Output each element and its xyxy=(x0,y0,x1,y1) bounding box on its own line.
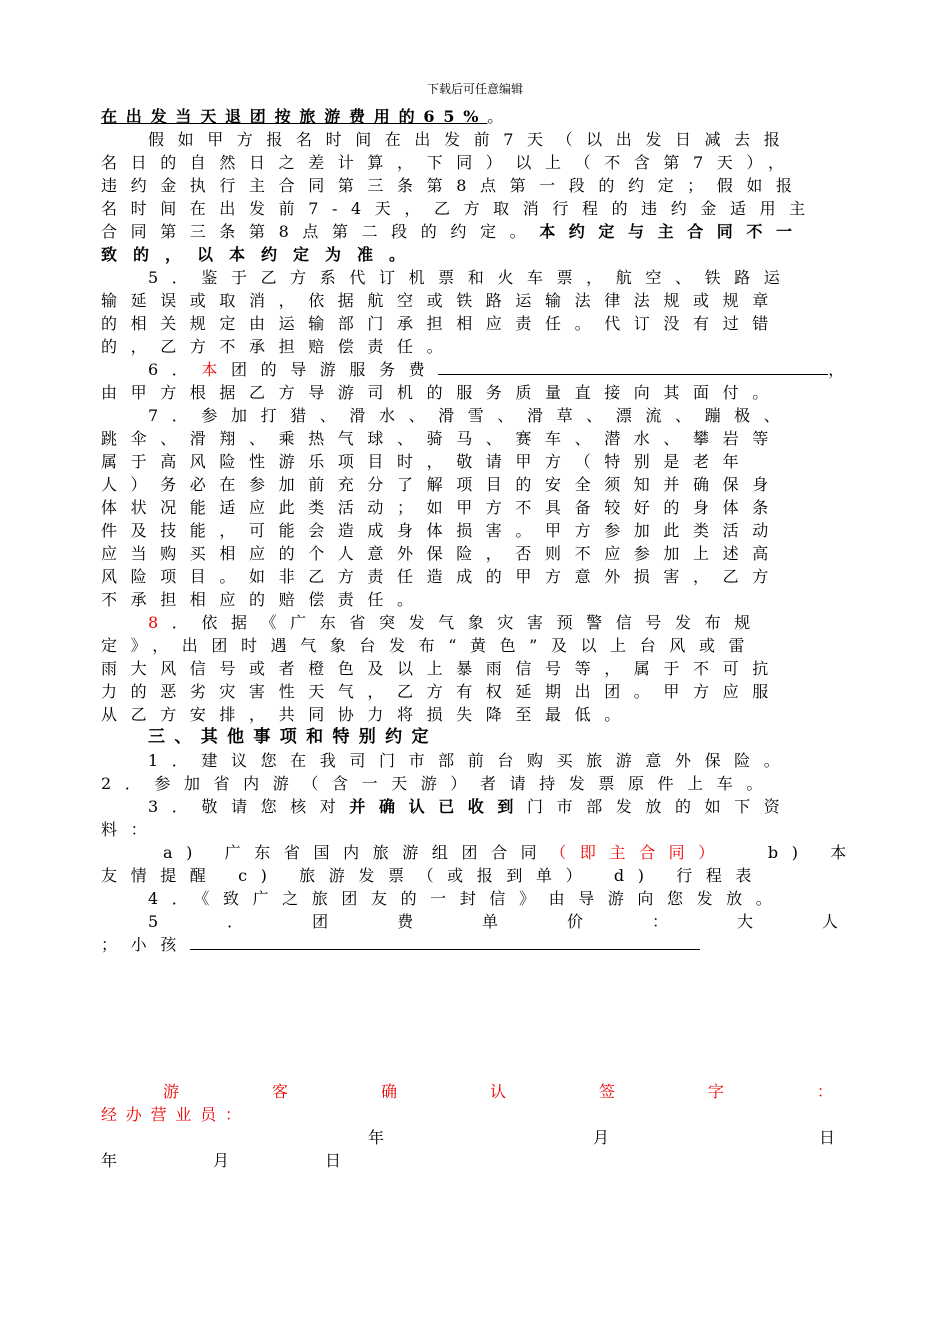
para-line: 体状况能适应此类活动；如甲方不具备较好的身体条 xyxy=(101,498,782,517)
para-line: 4．《致广之旅团友的一封信》由导游向您发放。 xyxy=(148,889,786,908)
para-line: 力的恶劣灾害性天气，乙方有权延期出团。甲方应服 xyxy=(101,682,782,701)
para-line xyxy=(101,220,835,243)
para-line: 件及技能，可能会造成身体损害。甲方参加此类活动 xyxy=(101,521,782,540)
para-line: 友情提醒 c) 旅游发票（或报到单） d) 行程表 xyxy=(101,866,766,885)
text: ．依据《广东省突发气象灾害预警信号发布规 xyxy=(171,613,764,632)
para-line: 假如甲方报名时间在出发前7天（以出发日减去报 xyxy=(148,130,794,149)
para-line xyxy=(148,910,838,933)
para-line: 1．建议您在我司门市部前台购买旅游意外保险。 xyxy=(148,751,794,770)
text: 确 xyxy=(380,1082,397,1101)
text: 游 xyxy=(163,1082,180,1101)
para-line: 风险项目。如非乙方责任造成的甲方意外损害，乙方 xyxy=(101,567,782,586)
para-line: 输延误或取消，依据航空或铁路运输法律法规或规章 xyxy=(101,291,782,310)
para-line: 从乙方安排，共同协力将损失降至最低。 xyxy=(101,705,634,724)
para-line: 人）务必在参加前充分了解项目的安全须知并确保身 xyxy=(101,475,782,494)
page-header: 下载后可任意编辑 xyxy=(426,82,523,96)
text: 签 xyxy=(598,1082,615,1101)
para-line xyxy=(148,611,838,634)
text: 团的导游服务费 xyxy=(231,360,439,379)
para-line: 雨大风信号或者橙色及以上暴雨信号等，属于不可抗 xyxy=(101,659,782,678)
text: ；小孩 xyxy=(101,935,190,954)
text: 年 xyxy=(368,1128,385,1147)
para-line xyxy=(148,358,858,381)
red-text: 8 xyxy=(148,613,172,632)
text: 3．敬请您核对 xyxy=(148,797,350,816)
text: ： xyxy=(651,912,668,931)
para-line: 不承担相应的赔偿责任。 xyxy=(101,590,427,609)
para-line xyxy=(101,933,835,956)
text: a) 广东省国内旅游组团合同 xyxy=(163,843,551,862)
text: 月 xyxy=(213,1151,230,1170)
para-line: 料： xyxy=(101,820,161,839)
punct: 。 xyxy=(487,107,513,126)
para-line: 2．参加省内游（含一天游）者请持发票原件上车。 xyxy=(101,774,776,793)
text: 日 xyxy=(325,1151,342,1170)
text: ． xyxy=(227,912,244,931)
para-line: 跳伞、滑翔、乘热气球、骑马、赛车、潜水、攀岩等 xyxy=(101,429,782,448)
para-line: 由甲方根据乙方导游司机的服务质量直接向其面付。 xyxy=(101,383,782,402)
para-line: 违约金执行主合同第三条第8点第一段的约定；假如报 xyxy=(101,176,806,195)
date-line-2 xyxy=(101,1149,835,1172)
para-line: 属于高风险性游乐项目时，敬请甲方（特别是老年 xyxy=(101,452,753,471)
text: 单 xyxy=(482,912,499,931)
text: 人 xyxy=(821,912,838,931)
punct: ， xyxy=(828,360,858,379)
text: 字 xyxy=(707,1082,724,1101)
para-line: 应当购买相应的个人意外保险，否则不应参加上述高 xyxy=(101,544,782,563)
text: 合同第三条第8点第二段的约定。 xyxy=(101,222,540,241)
bold-underline-text: 在出发当天退团按旅游费用的65% xyxy=(101,107,488,126)
text: 价 xyxy=(567,912,584,931)
text: 客 xyxy=(271,1082,288,1101)
para-line xyxy=(148,795,838,818)
blank-line xyxy=(438,360,828,375)
signature-line xyxy=(163,1080,833,1103)
para-line: 5．鉴于乙方系代订机票和火车票，航空、铁路运 xyxy=(148,268,794,287)
text: 认 xyxy=(489,1082,506,1101)
para-line: 的，乙方不承担赔偿责任。 xyxy=(101,337,457,356)
section-heading: 三、其他事项和特别约定 xyxy=(148,727,438,747)
date-line-1 xyxy=(101,1126,835,1149)
bold-text: 本约定与主合同不一 xyxy=(539,222,806,241)
text: ： xyxy=(816,1082,833,1101)
para-line: 名时间在出发前7-4天，乙方取消行程的违约金适用主 xyxy=(101,199,819,218)
text: 费 xyxy=(397,912,414,931)
text: 6． xyxy=(148,360,202,379)
para-line: 名日的自然日之差计算，下同）以上（不含第7天）， xyxy=(101,153,798,172)
para-line: 7．参加打猎、滑水、滑雪、滑草、漂流、蹦极、 xyxy=(148,406,794,425)
text: 门市部发放的如下资 xyxy=(527,797,794,816)
text: b) 本 xyxy=(767,843,860,862)
red-text: 本 xyxy=(201,360,231,379)
agent-label: 经办营业员： xyxy=(101,1105,250,1124)
text: 5 xyxy=(148,912,159,931)
para-line xyxy=(163,841,860,864)
red-text: （即主合同） xyxy=(550,843,728,862)
bold-line: 致的，以本约定为准。 xyxy=(101,245,422,264)
bold-text: 并确认已收到 xyxy=(349,797,527,816)
para-line: 的相关规定由运输部门承担相应责任。代订没有过错 xyxy=(101,314,782,333)
para-line xyxy=(101,105,835,128)
text: 月 xyxy=(593,1128,610,1147)
para-line: 定》，出团时遇气象台发布“黄色”及以上台风或雷 xyxy=(101,636,759,655)
text: 大 xyxy=(736,912,753,931)
blank-line xyxy=(190,935,700,950)
text: 团 xyxy=(312,912,329,931)
text: 日 xyxy=(818,1128,835,1147)
text: 年 xyxy=(101,1151,118,1170)
